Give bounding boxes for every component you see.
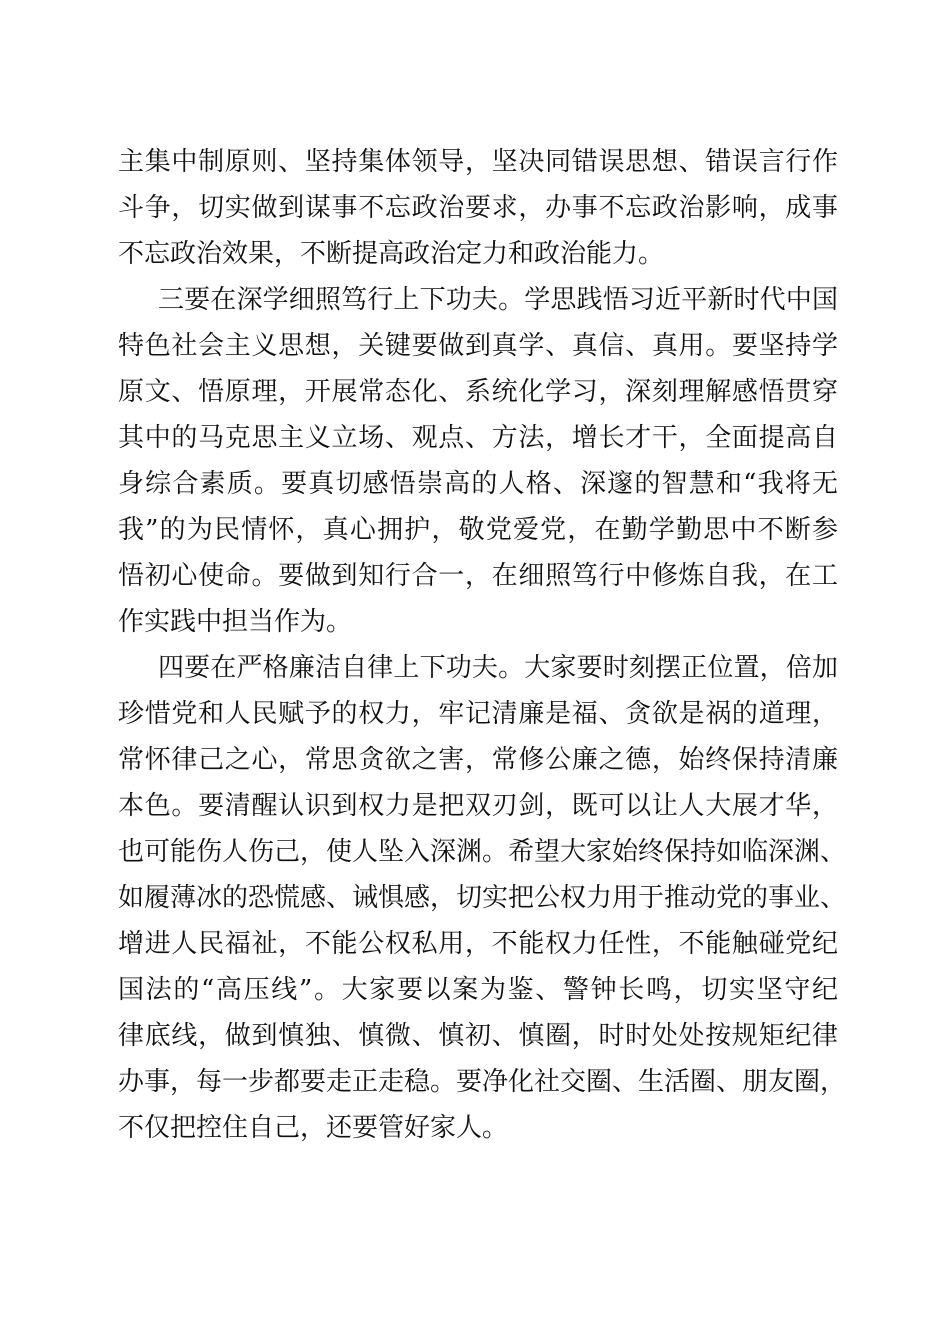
text-line: 办事，每一步都要走正走稳。要净化社交圈、生活圈、朋友圈， — [118, 1067, 847, 1097]
text-line: 身综合素质。要真切感悟崇高的人格、深邃的智慧和“我将无 — [118, 469, 838, 499]
text-line: 也可能伤人伤己，使人坠入深渊。希望大家始终保持如临深渊、 — [118, 837, 847, 867]
paragraph-start-line: 四要在严格廉洁自律上下功夫。大家要时刻摆正位置，倍加 — [158, 653, 838, 683]
text-line: 律底线，做到慎独、慎微、慎初、慎圈，时时处处按规矩纪律 — [118, 1021, 838, 1051]
text-line: 斗争，切实做到谋事不忘政治要求，办事不忘政治影响，成事 — [118, 193, 838, 223]
text-line: 不忘政治效果，不断提高政治定力和政治能力。 — [118, 239, 665, 269]
text-line: 本色。要清醒认识到权力是把双刃剑，既可以让人大展才华， — [118, 791, 838, 821]
text-line: 主集中制原则、坚持集体领导，坚决同错误思想、错误言行作 — [118, 147, 838, 177]
paragraph-start-line: 三要在深学细照笃行上下功夫。学思践悟习近平新时代中国 — [158, 285, 838, 315]
text-line: 原文、悟原理，开展常态化、系统化学习，深刻理解感悟贯穿 — [118, 377, 838, 407]
text-line: 常怀律己之心，常思贪欲之害，常修公廉之德，始终保持清廉 — [118, 745, 838, 775]
text-line: 珍惜党和人民赋予的权力，牢记清廉是福、贪欲是祸的道理， — [118, 699, 838, 729]
text-line: 不仅把控住自己，还要管好家人。 — [118, 1113, 509, 1143]
text-line: 国法的“高压线”。大家要以案为鉴、警钟长鸣，切实坚守纪 — [118, 975, 838, 1005]
text-line: 如履薄冰的恐慌感、诫惧感，切实把公权力用于推动党的事业、 — [118, 883, 847, 913]
text-line: 增进人民福祉，不能公权私用，不能权力任性，不能触碰党纪 — [118, 929, 838, 959]
text-line: 其中的马克思主义立场、观点、方法，增长才干，全面提高自 — [118, 423, 838, 453]
text-line: 我”的为民情怀，真心拥护，敬党爱党，在勤学勤思中不断参 — [118, 515, 838, 545]
text-line: 作实践中担当作为。 — [118, 607, 353, 637]
text-line: 悟初心使命。要做到知行合一，在细照笃行中修炼自我，在工 — [118, 561, 838, 591]
text-line: 特色社会主义思想，关键要做到真学、真信、真用。要坚持学 — [118, 331, 838, 361]
